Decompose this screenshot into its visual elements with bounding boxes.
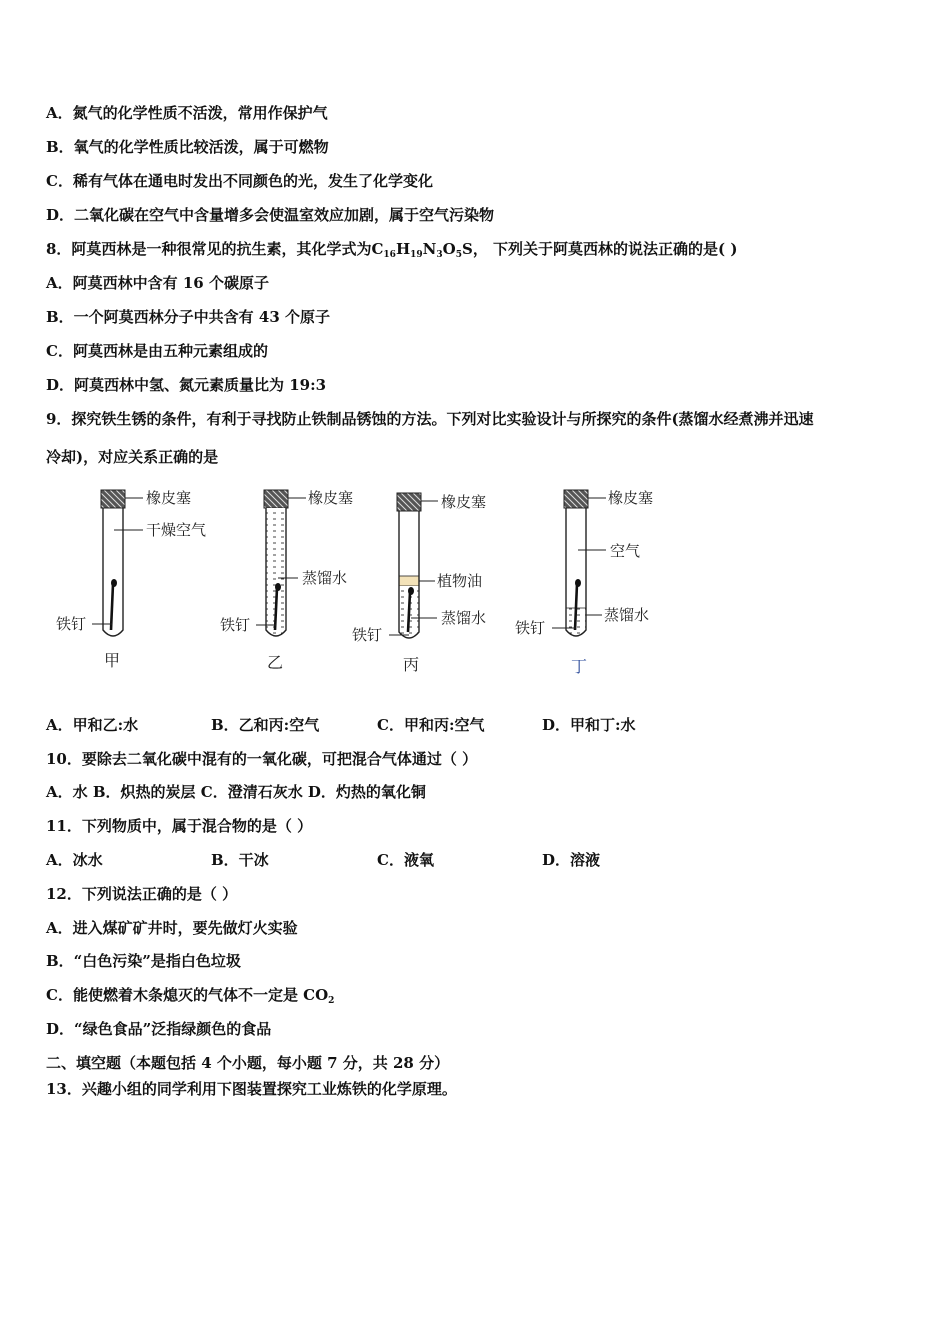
q8-stem-prefix: 8．阿莫西林是一种很常见的抗生素，其化学式为: [46, 240, 372, 258]
label-dry-air: 干燥空气: [146, 521, 207, 539]
tube-ding: [515, 489, 653, 676]
q12-option-c-subscript: 2: [328, 996, 335, 1006]
stopper-ding: [564, 490, 588, 508]
formula-n: N: [422, 240, 437, 258]
q9-option-a: A．甲和乙:水: [46, 716, 139, 734]
q12-option-c-text: C．能使燃着木条熄灭的气体不一定是 CO: [46, 986, 329, 1004]
caption-jia: 甲: [104, 651, 121, 670]
q12-option-d: D．“绿色食品”泛指绿颜色的食品: [46, 1020, 272, 1038]
label-nail-bing: 铁钉: [352, 626, 383, 644]
formula-h: H: [395, 240, 411, 258]
caption-yi: 乙: [267, 653, 284, 672]
formula-o: O: [442, 240, 456, 258]
q10-options: A．水 B．炽热的炭层 C．澄清石灰水 D．灼热的氧化铜: [46, 783, 426, 801]
q11-option-d: D．溶液: [542, 851, 601, 869]
label-nail-jia: 铁钉: [56, 615, 87, 633]
formula-c-count: 16: [383, 250, 396, 260]
q9-option-d: D．甲和丁:水: [542, 716, 636, 734]
oil-layer: [399, 576, 419, 586]
q7-option-c: C．稀有气体在通电时发出不同颜色的光，发生了化学变化: [46, 172, 433, 190]
q7-option-a: A．氮气的化学性质不活泼，常用作保护气: [46, 104, 328, 122]
label-stopper-yi: 橡皮塞: [308, 489, 354, 507]
label-air-ding: 空气: [610, 542, 641, 560]
q9-option-b: B．乙和丙:空气: [211, 716, 320, 734]
stopper-bing: [397, 493, 421, 511]
label-water-bing: 蒸馏水: [441, 609, 487, 627]
q9-option-c: C．甲和丙:空气: [377, 716, 485, 734]
q11-option-c: C．液氧: [377, 851, 434, 869]
tube-yi: [220, 489, 353, 672]
glass-jia: [103, 508, 123, 636]
label-water-ding: 蒸馏水: [604, 606, 650, 624]
caption-ding: 丁: [571, 657, 588, 676]
label-water-yi: 蒸馏水: [302, 569, 348, 587]
iron-rust-experiment-figure: [40, 480, 720, 685]
q8-option-a: A．阿莫西林中含有 16 个碳原子: [46, 274, 269, 292]
stopper-yi: [264, 490, 288, 508]
formula-n-count: 3: [436, 250, 443, 260]
q7-option-b: B．氧气的化学性质比较活泼，属于可燃物: [46, 138, 329, 156]
formula-o-count: 5: [455, 250, 462, 260]
label-nail-yi: 铁钉: [220, 616, 251, 634]
tube-jia: [56, 489, 206, 670]
label-stopper-jia: 橡皮塞: [146, 489, 192, 507]
q8-option-c: C．阿莫西林是由五种元素组成的: [46, 342, 268, 360]
q9-stem-line2: 冷却)，对应关系正确的是: [46, 448, 219, 466]
q11-option-b: B．干冰: [211, 851, 269, 869]
q8-option-d: D．阿莫西林中氢、氮元素质量比为 19:3: [46, 376, 327, 394]
formula-s: S: [461, 240, 473, 258]
stopper-jia: [101, 490, 125, 508]
label-oil: 植物油: [437, 572, 483, 590]
nail-jia: [111, 584, 113, 630]
q8-stem: [46, 239, 737, 265]
section-2-heading: 二、填空题（本题包括 4 个小题，每小题 7 分，共 28 分）: [46, 1054, 450, 1072]
q12-option-b: B．“白色污染”是指白色垃圾: [46, 952, 241, 970]
label-stopper-ding: 橡皮塞: [608, 489, 654, 507]
tube-bing: [352, 493, 486, 674]
q13-stem: 13．兴趣小组的同学利用下图装置探究工业炼铁的化学原理。: [46, 1080, 457, 1098]
q7-option-d: D．二氧化碳在空气中含量增多会使温室效应加剧，属于空气污染物: [46, 206, 495, 224]
q10-stem: 10．要除去二氧化碳中混有的一氧化碳，可把混合气体通过（ ）: [46, 750, 478, 768]
q8-option-b: B．一个阿莫西林分子中共含有 43 个原子: [46, 308, 330, 326]
caption-bing: 丙: [403, 655, 420, 674]
label-nail-ding: 铁钉: [515, 619, 546, 637]
q8-stem-suffix: ， 下列关于阿莫西林的说法正确的是( ): [472, 240, 738, 258]
q11-option-a: A．冰水: [46, 851, 103, 869]
q9-stem-line1: 9．探究铁生锈的条件，有利于寻找防止铁制品锈蚀的方法。下列对比实验设计与所探究的条件(蒸馏水经煮沸并迅速: [46, 410, 814, 428]
q12-option-c: [46, 985, 334, 1011]
q11-stem: 11．下列物质中，属于混合物的是（ ）: [46, 817, 313, 835]
q12-option-a: A．进入煤矿矿井时，要先做灯火实验: [46, 919, 298, 937]
q8-formula: [371, 240, 472, 258]
label-stopper-bing: 橡皮塞: [441, 493, 487, 511]
q12-stem: 12．下列说法正确的是（ ）: [46, 885, 238, 903]
formula-c: C: [371, 240, 384, 258]
formula-h-count: 19: [410, 250, 423, 260]
